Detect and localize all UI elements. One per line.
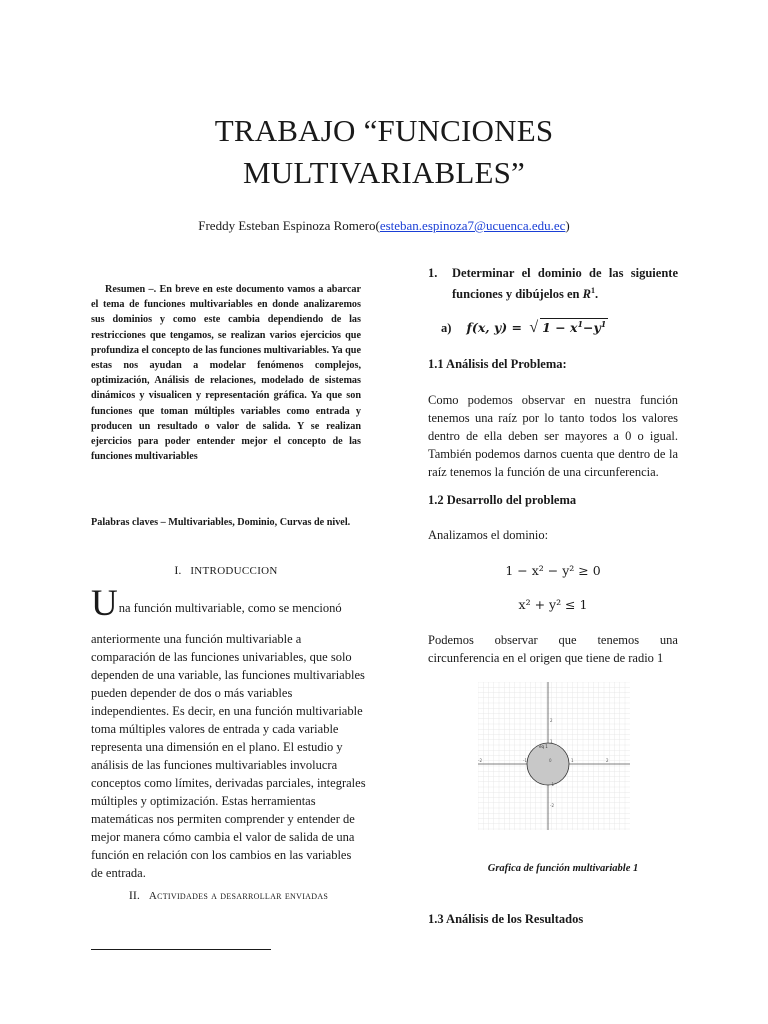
x-tick-label: -2 xyxy=(478,758,482,763)
paragraph-analysis: Como podemos observar en nuestra función tenemos una raíz por lo tanto todos los valores dentro de ella deben ser mayores a 0 o igual. También podemos darnos cuenta que dentro de la raíz tenemos la función de una circunferencia. xyxy=(428,393,678,479)
author-email-link[interactable]: esteban.espinoza7@ucuenca.edu.ec xyxy=(379,218,566,233)
heading-1-2: 1.2 Desarrollo del problema xyxy=(428,493,577,507)
heading-1-1: 1.1 Análisis del Problema: xyxy=(428,357,567,371)
radicand-part-2: −y xyxy=(583,320,601,336)
radicand xyxy=(540,318,608,335)
equation-1: 1 − x² − y² ≥ 0 xyxy=(505,563,601,578)
question-number: 1. xyxy=(428,266,438,280)
sqrt-icon: √ xyxy=(529,319,539,337)
x-tick-label: 1 xyxy=(571,758,574,763)
intro-first-text: na función multivariable, como se mencionó xyxy=(118,601,342,615)
domain-plot xyxy=(478,682,630,830)
y-tick-label: 1 xyxy=(550,739,553,744)
title-line-2: MULTIVARIABLES” xyxy=(242,155,525,190)
domain-circle xyxy=(527,743,569,785)
equation-2: x² + y² ≤ 1 xyxy=(518,597,588,612)
r-superscript: 1 xyxy=(590,286,595,295)
title-line-1: TRABAJO “FUNCIONES xyxy=(214,113,554,148)
radicand-part-1: 1 − x xyxy=(542,320,578,336)
section-title: INTRODUCCION xyxy=(190,565,278,577)
dropcap: U xyxy=(91,583,118,624)
r-symbol: R xyxy=(582,287,591,302)
function-a xyxy=(441,318,608,337)
question-end: . xyxy=(594,287,599,302)
function-lhs: f(x, y) = xyxy=(466,320,527,336)
abstract xyxy=(91,282,361,464)
question-text: Determinar el dominio de las siguiente funciones y dibújelos en xyxy=(452,266,678,302)
radicand-sup-2: 1 xyxy=(600,319,607,329)
abstract-text: En breve en este documento vamos a abarcar el tema de funciones multivariables en donde analizaremos sus dominios y como este cambia dependiendo de las restricciones que tengamos, se realizan varios ejercicios que profundiza el concepto de las funciones multivariables. Ya que estas nos ayudan a modelar fenómenos complejos, optimización, Análisis de relaciones, modelado de sistemas dinámicos y visualicen y representación gráfica. Ya que son funciones que toman múltiples variables como entrada y producen un resultado o valor de salida. Y se realizan ejercicios para poder entender mejor el concepto de las funciones multivariables xyxy=(91,284,362,463)
y-tick-label: -2 xyxy=(550,803,554,808)
x-tick-label: -1 xyxy=(523,758,527,763)
footnote-rule xyxy=(91,949,271,950)
circle-label: eq 1 xyxy=(539,744,548,749)
intro-body: anteriormente una función multivariable a comparación de las funciones univariables, que solo dependen de una variable, las funciones multivariables pueden depender de dos o más variables independientes. Es decir, en una función multivariable toma múltiples valores de entrada y cada variable representa una dimensión en el plano. El estudio y análisis de las funciones multivariables involucra conceptos como límites, derivadas parciales, integrales múltiples y optimización. Estas herramientas matemáticas nos permiten comprender y entender de mejor manera cómo cambia el valor de salida de una función en relación con los cambios en las variables de entrada. xyxy=(91,632,366,880)
abstract-label: Resumen –. xyxy=(105,284,157,295)
section-numeral: II. xyxy=(128,888,140,902)
paragraph-circle: Podemos observar que tenemos una circunferencia en el origen que tiene de radio 1 xyxy=(428,633,678,665)
author-name: Freddy Esteban Espinoza Romero( xyxy=(198,218,380,233)
question-1 xyxy=(428,264,678,303)
y-tick-label: 2 xyxy=(550,718,553,723)
intro-first-line xyxy=(91,583,366,624)
figure-caption: Grafica de función multivariable 1 xyxy=(487,863,639,874)
section-title: Actividades a desarrollar enviadas xyxy=(148,890,329,902)
section-heading-intro xyxy=(91,563,361,578)
paragraph-domain: Analizamos el dominio: xyxy=(428,528,549,542)
page-title xyxy=(0,110,768,194)
x-tick-label: 0 xyxy=(549,758,552,763)
author-close: ) xyxy=(565,218,570,233)
x-tick-label: 2 xyxy=(606,758,609,763)
keywords: Palabras claves – Multivariables, Dominio, Curvas de nivel. xyxy=(91,517,351,528)
section-heading-activities xyxy=(91,888,366,903)
section-numeral: I. xyxy=(174,563,182,577)
item-label: a) xyxy=(441,321,452,336)
radicand-sup-1: 1 xyxy=(577,319,584,329)
heading-1-3: 1.3 Análisis de los Resultados xyxy=(428,912,584,926)
author-line xyxy=(0,218,768,234)
y-tick-label: -1 xyxy=(550,782,554,787)
